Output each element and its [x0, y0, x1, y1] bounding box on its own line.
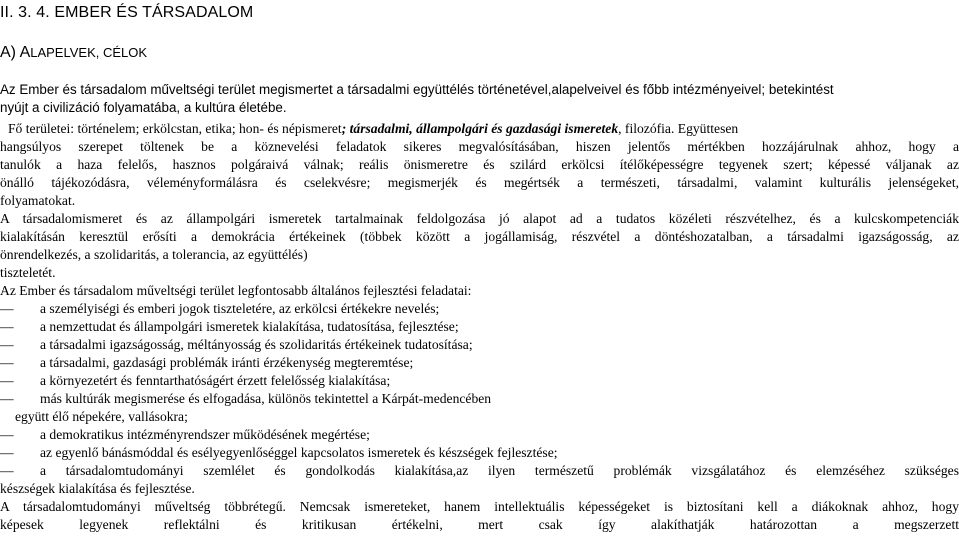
- task-item: — a környezetért és fenntarthatóságért érzett felelősség kialakítása;: [0, 373, 391, 388]
- para2-line: folyamatokat.: [0, 193, 76, 208]
- subheading-prefix: A) A: [0, 44, 31, 61]
- section-heading: II. 3. 4. EMBER ÉS TÁRSADALOM: [0, 4, 254, 21]
- para3-line: tiszteletét.: [0, 265, 56, 280]
- document-body: [0, 120, 959, 534]
- task-item-continuation: készségek kialakítása és fejlesztése.: [0, 481, 195, 496]
- para2-start: Együttesen: [677, 121, 739, 136]
- subheading-rest: LAPELVEK, CÉLOK: [30, 45, 148, 60]
- dash-marker: —: [0, 373, 14, 388]
- dash-marker: —: [0, 301, 14, 316]
- task-item: — más kultúrák megismerése és elfogadása, különös tekintettel a Kárpát-medencében: [0, 391, 492, 406]
- dash-marker: —: [0, 319, 14, 334]
- task-item: — az egyenlő bánásmóddal és esélyegyenlőséggel kapcsolatos ismeretek és készségek fejlesztése;: [0, 445, 558, 460]
- areas-prefix: Fő területei: történelem; erkölcstan, etika; hon- és népismeret: [8, 121, 342, 136]
- dash-marker: —: [0, 391, 14, 406]
- areas-suffix: , filozófia.: [618, 121, 675, 136]
- intro-line-1: Az Ember és társadalom műveltségi terület megismertet a társadalmi együttélés történetével,alapelveivel és főbb intézményeivel; betekintést: [0, 82, 834, 97]
- tasks-intro: Az Ember és társadalom műveltségi terület legfontosabb általános fejlesztési feladatai:: [0, 283, 472, 298]
- para3-line: kialakításán keresztül erősíti a demokrácia értékeinek (többek között a jogállamiság, részvétel a döntéshozatalban, a társadalmi igazságosság, az: [0, 229, 959, 244]
- dash-marker: —: [0, 427, 14, 442]
- para3-line: A társadalomismeret és az állampolgári ismeretek tartalmainak feldolgozása jó alapot ad a tudatos közéleti részvételhez, és a kulcskompetenciák: [0, 211, 959, 226]
- dash-marker: —: [0, 463, 14, 478]
- para2-line: önálló tájékozódásra, véleményformálásra és cselekvésre; megismerjék és megértsék a természeti, társadalmi, valamint kulturális jelenségeket,: [0, 175, 959, 190]
- dash-marker: —: [0, 337, 14, 352]
- areas-line: [0, 120, 959, 138]
- closing-line: A társadalomtudományi műveltség többrétegű. Nemcsak ismereteket, hanem intellektuális képességeket is biztosítani kell a diákoknak ahhoz, hogy: [0, 499, 959, 514]
- intro-line-2: nyújt a civilizáció folyamatába, a kultúra életébe.: [0, 99, 287, 115]
- para3-line: önrendelkezés, a szolidaritás, a tolerancia, az együttélés): [0, 247, 308, 262]
- task-item: — a demokratikus intézményrendszer működésének megértése;: [0, 427, 370, 442]
- para2-line: hangsúlyos szerepet töltenek be a köznevelési feladatok sikeres megvalósításában, hiszen jelentős mértékben hozzájárulnak ahhoz, hogy a: [0, 139, 959, 154]
- dash-marker: —: [0, 355, 14, 370]
- task-item: — a társadalmi, gazdasági problémák iránti érzékenység megteremtése;: [0, 355, 414, 370]
- task-item: — a nemzettudat és állampolgári ismeretek kialakítása, tudatosítása, fejlesztése;: [0, 319, 459, 334]
- task-item: — a társadalmi igazságosság, méltányosság és szolidaritás értékeinek tudatosítása;: [0, 337, 473, 352]
- para2-line: tanulók a haza felelős, hasznos polgáraivá válnak; reális önismeretre és szilárd erkölcsi ítélőképességre tegyenek szert; képessé váljanak az: [0, 157, 959, 172]
- task-item: — a személyiségi és emberi jogok tiszteletére, az erkölcsi értékekre nevelés;: [0, 301, 440, 316]
- intro-paragraph: [0, 81, 959, 116]
- areas-bold: ; társadalmi, állampolgári és gazdasági ismeretek: [341, 121, 619, 136]
- task-item-continuation: együtt élő népekére, vallásokra;: [15, 409, 188, 424]
- task-item: — a társadalomtudományi szemlélet és gondolkodás kialakítása,az ilyen természetű problémák vizsgálatához és elemzéséhez szükséges: [0, 463, 959, 478]
- dash-marker: —: [0, 445, 14, 460]
- subsection-heading: [0, 44, 147, 62]
- closing-line: képesek legyenek reflektálni és kritikusan értékelni, mert csak így alakíthatják határozottan a megszerzett: [0, 517, 959, 532]
